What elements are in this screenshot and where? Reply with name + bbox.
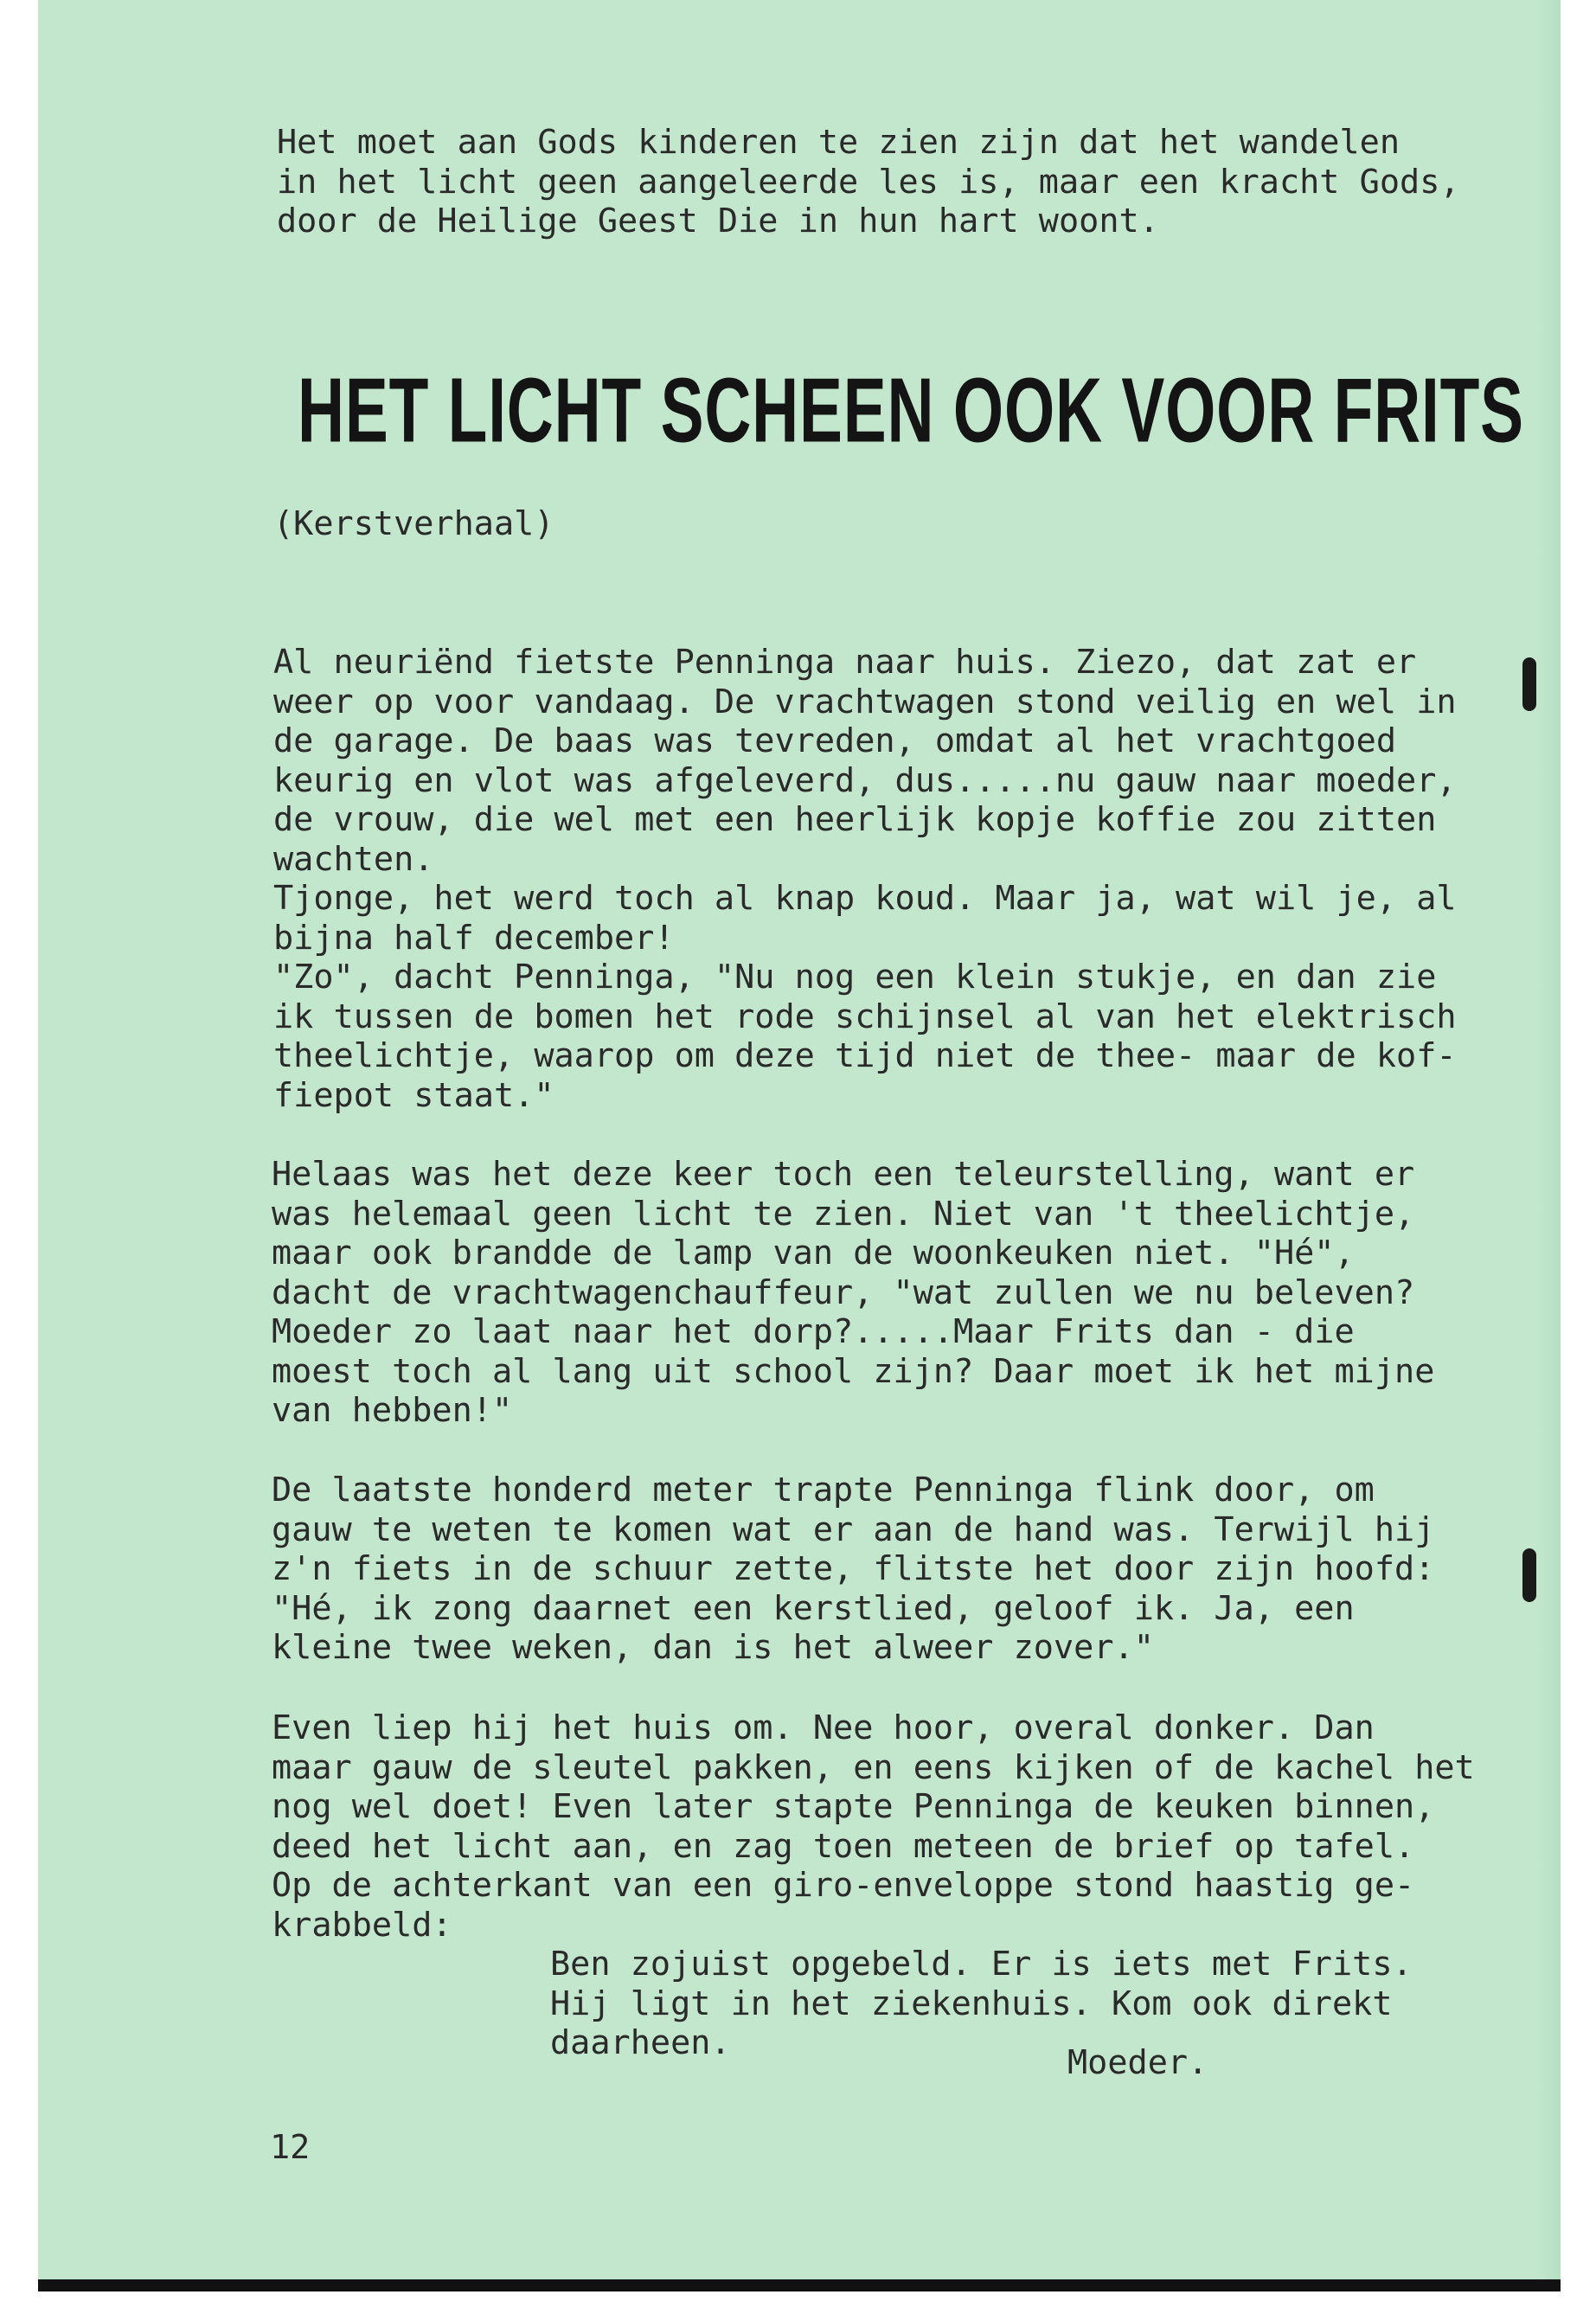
note-text: Ben zojuist opgebeld. Er is iets met Frits. Hij ligt in het ziekenhuis. Kom ook direkt daarheen. [550, 1945, 1413, 2062]
page-number: 12 [270, 2128, 311, 2167]
story-paragraph-3: De laatste honderd meter trapte Penninga flink door, om gauw te weten te komen wat er aan de hand was. Terwijl hij z'n fiets in de schuur zette, flitste het door zijn hoofd: "Hé, ik zong daarnet een kerstlied, geloof ik. Ja, een kleine twee weken, dan is het alweer zover." [272, 1471, 1435, 1667]
story-subtitle: (Kerstverhaal) [273, 504, 554, 543]
binding-hole-top [1522, 657, 1536, 711]
story-title: HET LICHT SCHEEN OOK VOOR FRITS [298, 360, 1524, 462]
story-paragraph-4: Even liep hij het huis om. Nee hoor, overal donker. Dan maar gauw de sleutel pakken, en eens kijken of de kachel het nog wel doet! Even later stapte Penninga de keuken binnen, deed het licht aan, en zag toen meteen de brief op tafel. Op de achterkant van een giro-enveloppe stond haastig ge- krabbeld: [272, 1708, 1475, 1945]
binding-hole-bottom [1522, 1548, 1536, 1602]
intro-paragraph: Het moet aan Gods kinderen te zien zijn dat het wandelen in het licht geen aangeleerde les is, maar een kracht Gods, door de Heilige Geest Die in hun hart woont. [277, 123, 1460, 240]
note-signature: Moeder. [1067, 2043, 1208, 2082]
story-paragraph-2: Helaas was het deze keer toch een teleurstelling, want er was helemaal geen licht te zien. Niet van 't theelichtje, maar ook brandde de lamp van de woonkeuken niet. "Hé", dacht de vrachtwagenchauffeur, "wat zullen we nu beleven? Moeder zo laat naar het dorp?.....Maar Frits dan - die moest toch al lang uit school zijn? Daar moet ik het mijne van hebben!" [272, 1155, 1435, 1430]
story-paragraph-1: Al neuriënd fietste Penninga naar huis. Ziezo, dat zat er weer op voor vandaag. De vrachtwagen stond veilig en wel in de garage. De baas was tevreden, omdat al het vrachtgoed keurig en vlot was afgeleverd, dus.....nu gauw naar moeder, de vrouw, die wel met een heerlijk kopje koffie zou zitten wachten. Tjonge, het werd toch al knap koud. Maar ja, wat wil je, al bijna half december! "Zo", dacht Penninga, "Nu nog een klein stukje, en dan zie ik tussen de bomen het rode schijnsel al van het elektrisch theelichtje, waarop om deze tijd niet de thee- maar de kof- fiepot staat." [273, 643, 1457, 1115]
page-bottom-edge [38, 2279, 1561, 2291]
document-page [38, 0, 1561, 2279]
binding-edge [1536, 0, 1561, 2279]
